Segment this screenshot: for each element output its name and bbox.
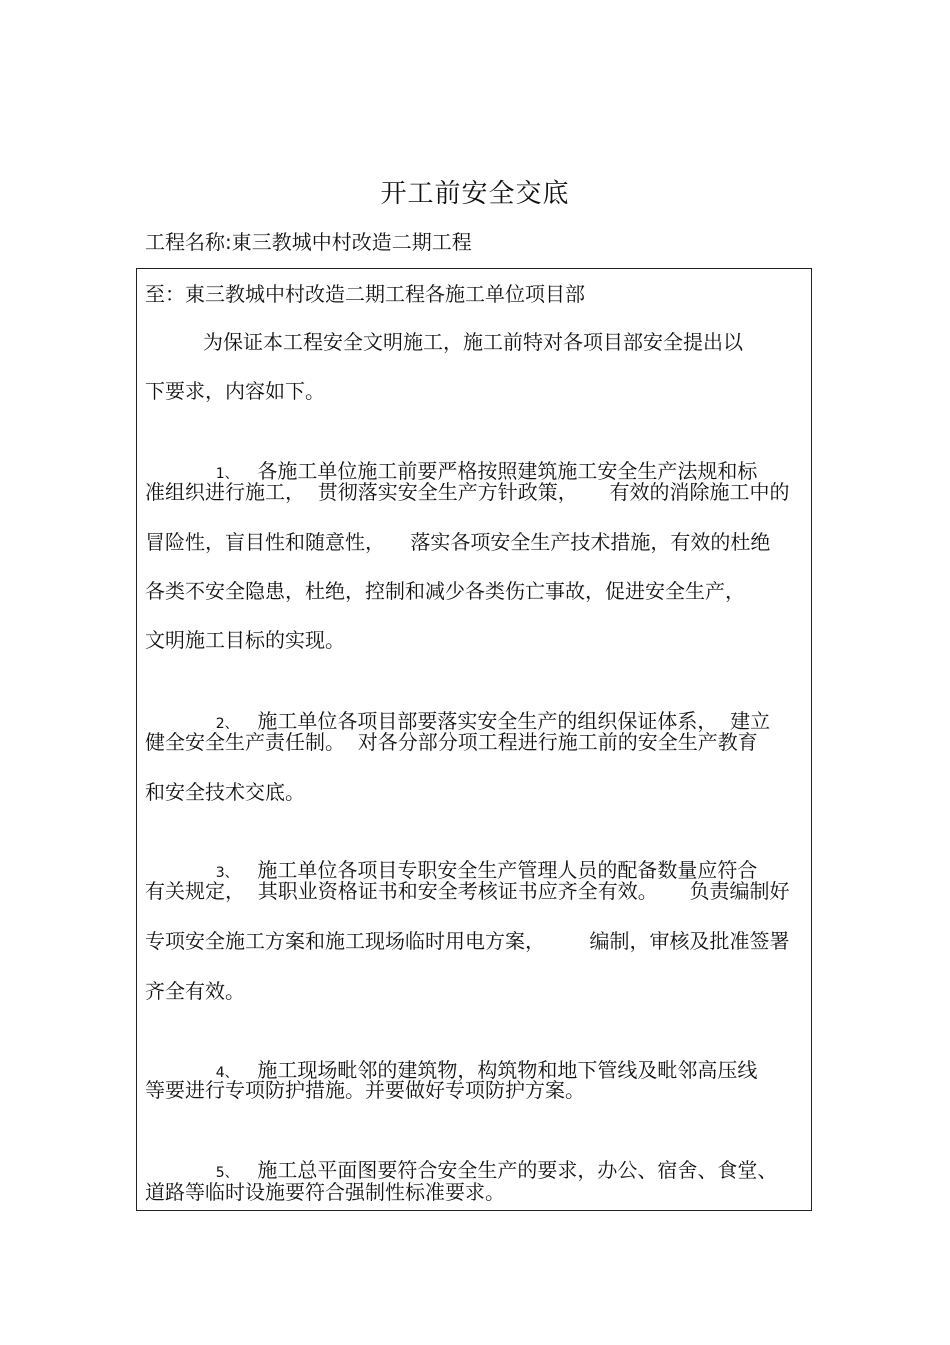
item-text: 施工总平面图要符合安全生产的要求，办公、宿舍、食堂、 (257, 1158, 778, 1182)
item-line: 有关规定， 其职业资格证书和安全考核证书应齐全有效。 负责编制好 (145, 879, 790, 903)
project-label: 工程名称: (145, 230, 232, 254)
item-line: 冒险性，盲目性和随意性， 落实各项安全生产技术措施，有效的杜绝 (145, 530, 771, 554)
addressee-line: 至：東三教城中村改造二期工程各施工单位项目部 (145, 282, 585, 306)
item-line: 专项安全施工方案和施工现场临时用电方案， 编制，审核及批准签署 (145, 929, 790, 953)
item-line: 文明施工目标的实现。 (145, 628, 345, 652)
item-number: 5、 (215, 1165, 239, 1181)
project-name-line (145, 228, 472, 256)
item-line: 健全安全生产责任制。 对各分部分项工程进行施工前的安全生产教育 (145, 730, 758, 754)
item-line: 齐全有效。 (145, 979, 245, 1003)
item-number: 3、 (215, 865, 239, 881)
project-name: 東三教城中村改造二期工程 (231, 230, 472, 254)
item-number: 4、 (215, 1065, 239, 1081)
document-title: 开工前安全交底 (380, 179, 570, 209)
item-text: 施工现场毗邻的建筑物，构筑物和地下管线及毗邻高压线 (257, 1058, 758, 1082)
item-line: 准组织进行施工， 贯彻落实安全生产方针政策， 有效的消除施工中的 (145, 480, 790, 504)
item-number: 2、 (215, 716, 239, 732)
item-text: 各施工单位施工前要严格按照建筑施工安全生产法规和标 (257, 459, 758, 483)
item-text: 施工单位各项目专职安全生产管理人员的配备数量应符合 (257, 858, 758, 882)
item-text: 施工单位各项目部要落实安全生产的组织保证体系， 建立 (257, 709, 771, 733)
item-line: 和安全技术交底。 (145, 780, 305, 804)
item-line: 等要进行专项防护措施。并要做好专项防护方案。 (145, 1078, 585, 1102)
item-line: 道路等临时设施要符合强制性标准要求。 (145, 1180, 505, 1204)
item-line: 各类不安全隐患，杜绝，控制和减少各类伤亡事故，促进安全生产， (145, 579, 745, 603)
item-number: 1、 (215, 466, 239, 482)
intro-line: 下要求，内容如下。 (145, 379, 325, 403)
intro-line: 为保证本工程安全文明施工，施工前特对各项目部安全提出以 (203, 330, 743, 354)
